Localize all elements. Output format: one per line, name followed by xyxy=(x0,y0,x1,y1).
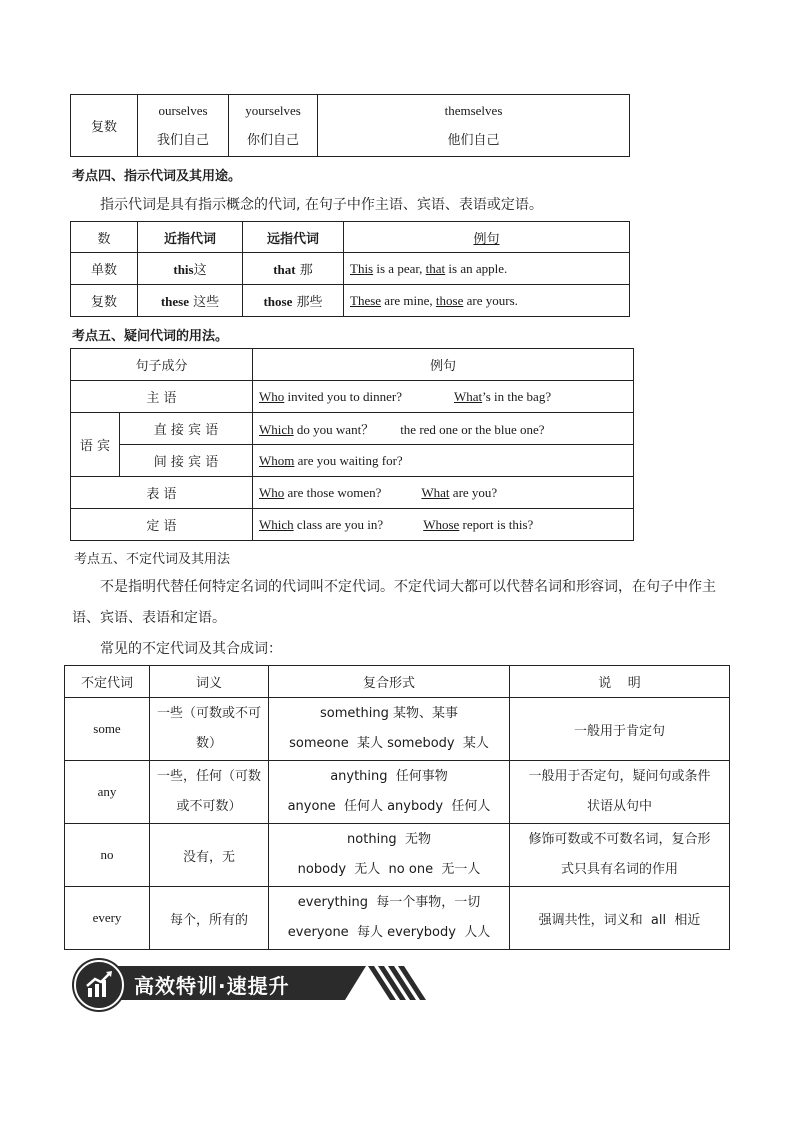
example-singular: This is a pear, that is an apple. xyxy=(344,253,630,285)
label-subject: 主 语 xyxy=(71,381,253,413)
interrogative-table xyxy=(70,348,634,541)
example-predicative: Who are those women? What are you? xyxy=(253,477,634,509)
example-attributive: Which class are you in? Whose report is this? xyxy=(253,509,634,541)
section4-heading: 考点四、指示代词及其用途。 xyxy=(72,169,242,184)
header-compound: 复合形式 xyxy=(269,666,510,698)
near-these: these 这些 xyxy=(138,285,243,317)
header-component: 句子成分 xyxy=(71,349,253,381)
header-near: 近指代词 xyxy=(138,222,243,253)
label-object: 语 宾 xyxy=(71,413,120,477)
compound-some: something 某物、某事 someone 某人 somebody 某人 xyxy=(269,698,510,761)
header-example: 例句 xyxy=(253,349,634,381)
meaning-some: 一些（可数或不可 数） xyxy=(150,698,269,761)
section6-paragraph: 不是指明代替任何特定名词的代词叫不定代词。不定代词大都可以代替名词和形容词，在句子中作主语、宾语、表语和定语。 xyxy=(72,579,716,626)
note-every: 强调共性，词义和 all 相近 xyxy=(510,887,730,950)
word-no: no xyxy=(65,824,150,887)
note-some: 一般用于肯定句 xyxy=(510,698,730,761)
cell-ourselves: ourselves 我们自己 xyxy=(138,95,229,157)
chart-growth-icon xyxy=(74,960,124,1010)
meaning-any: 一些，任何（可数 或不可数） xyxy=(150,761,269,824)
section5-heading: 考点五、疑问代词的用法。 xyxy=(72,329,229,344)
word-some: some xyxy=(65,698,150,761)
example-plural: These are mine, those are yours. xyxy=(344,285,630,317)
section6-heading: 考点五、不定代词及其用法 xyxy=(74,552,231,567)
row-plural: 复数 xyxy=(71,285,138,317)
meaning-no: 没有，无 xyxy=(150,824,269,887)
note-no: 修饰可数或不可数名词，复合形 式只具有名词的作用 xyxy=(510,824,730,887)
header-meaning: 词义 xyxy=(150,666,269,698)
indefinite-table xyxy=(64,665,730,950)
example-indirect-object: Whom are you waiting for? xyxy=(253,445,634,477)
label-attributive: 定 语 xyxy=(71,509,253,541)
compound-no: nothing 无物 nobody 无人 no one 无一人 xyxy=(269,824,510,887)
row-singular: 单数 xyxy=(71,253,138,285)
word-any: any xyxy=(65,761,150,824)
word-every: every xyxy=(65,887,150,950)
label-indirect-object: 间 接 宾 语 xyxy=(120,445,253,477)
label-direct-object: 直 接 宾 语 xyxy=(120,413,253,445)
near-this: this这 xyxy=(138,253,243,285)
row-label-plural: 复数 xyxy=(71,95,138,157)
far-that: that 那 xyxy=(243,253,344,285)
section6-list-intro: 常见的不定代词及其合成词： xyxy=(100,641,282,657)
section-banner xyxy=(74,958,394,1008)
header-indefinite: 不定代词 xyxy=(65,666,150,698)
example-direct-object: Which do you want？ the red one or the blue one? xyxy=(253,413,634,445)
label-predicative: 表 语 xyxy=(71,477,253,509)
banner-stripes xyxy=(356,966,456,1000)
cell-yourselves: yourselves 你们自己 xyxy=(229,95,318,157)
banner-title: 高效特训·速提升 xyxy=(134,974,290,998)
header-note: 说 明 xyxy=(510,666,730,698)
reflexive-table xyxy=(70,94,630,157)
cell-themselves: themselves 他们自己 xyxy=(318,95,630,157)
section4-intro: 指示代词是具有指示概念的代词, 在句子中作主语、宾语、表语或定语。 xyxy=(100,197,543,213)
compound-any: anything 任何事物 anyone 任何人 anybody 任何人 xyxy=(269,761,510,824)
header-far: 远指代词 xyxy=(243,222,344,253)
meaning-every: 每个，所有的 xyxy=(150,887,269,950)
demonstrative-table xyxy=(70,221,630,317)
header-number: 数 xyxy=(71,222,138,253)
compound-every: everything 每一个事物，一切 everyone 每人 everybody 人人 xyxy=(269,887,510,950)
example-subject: Who invited you to dinner? What’s in the bag? xyxy=(253,381,634,413)
header-example: 例句 xyxy=(344,222,630,253)
far-those: those 那些 xyxy=(243,285,344,317)
note-any: 一般用于否定句，疑问句或条件 状语从句中 xyxy=(510,761,730,824)
